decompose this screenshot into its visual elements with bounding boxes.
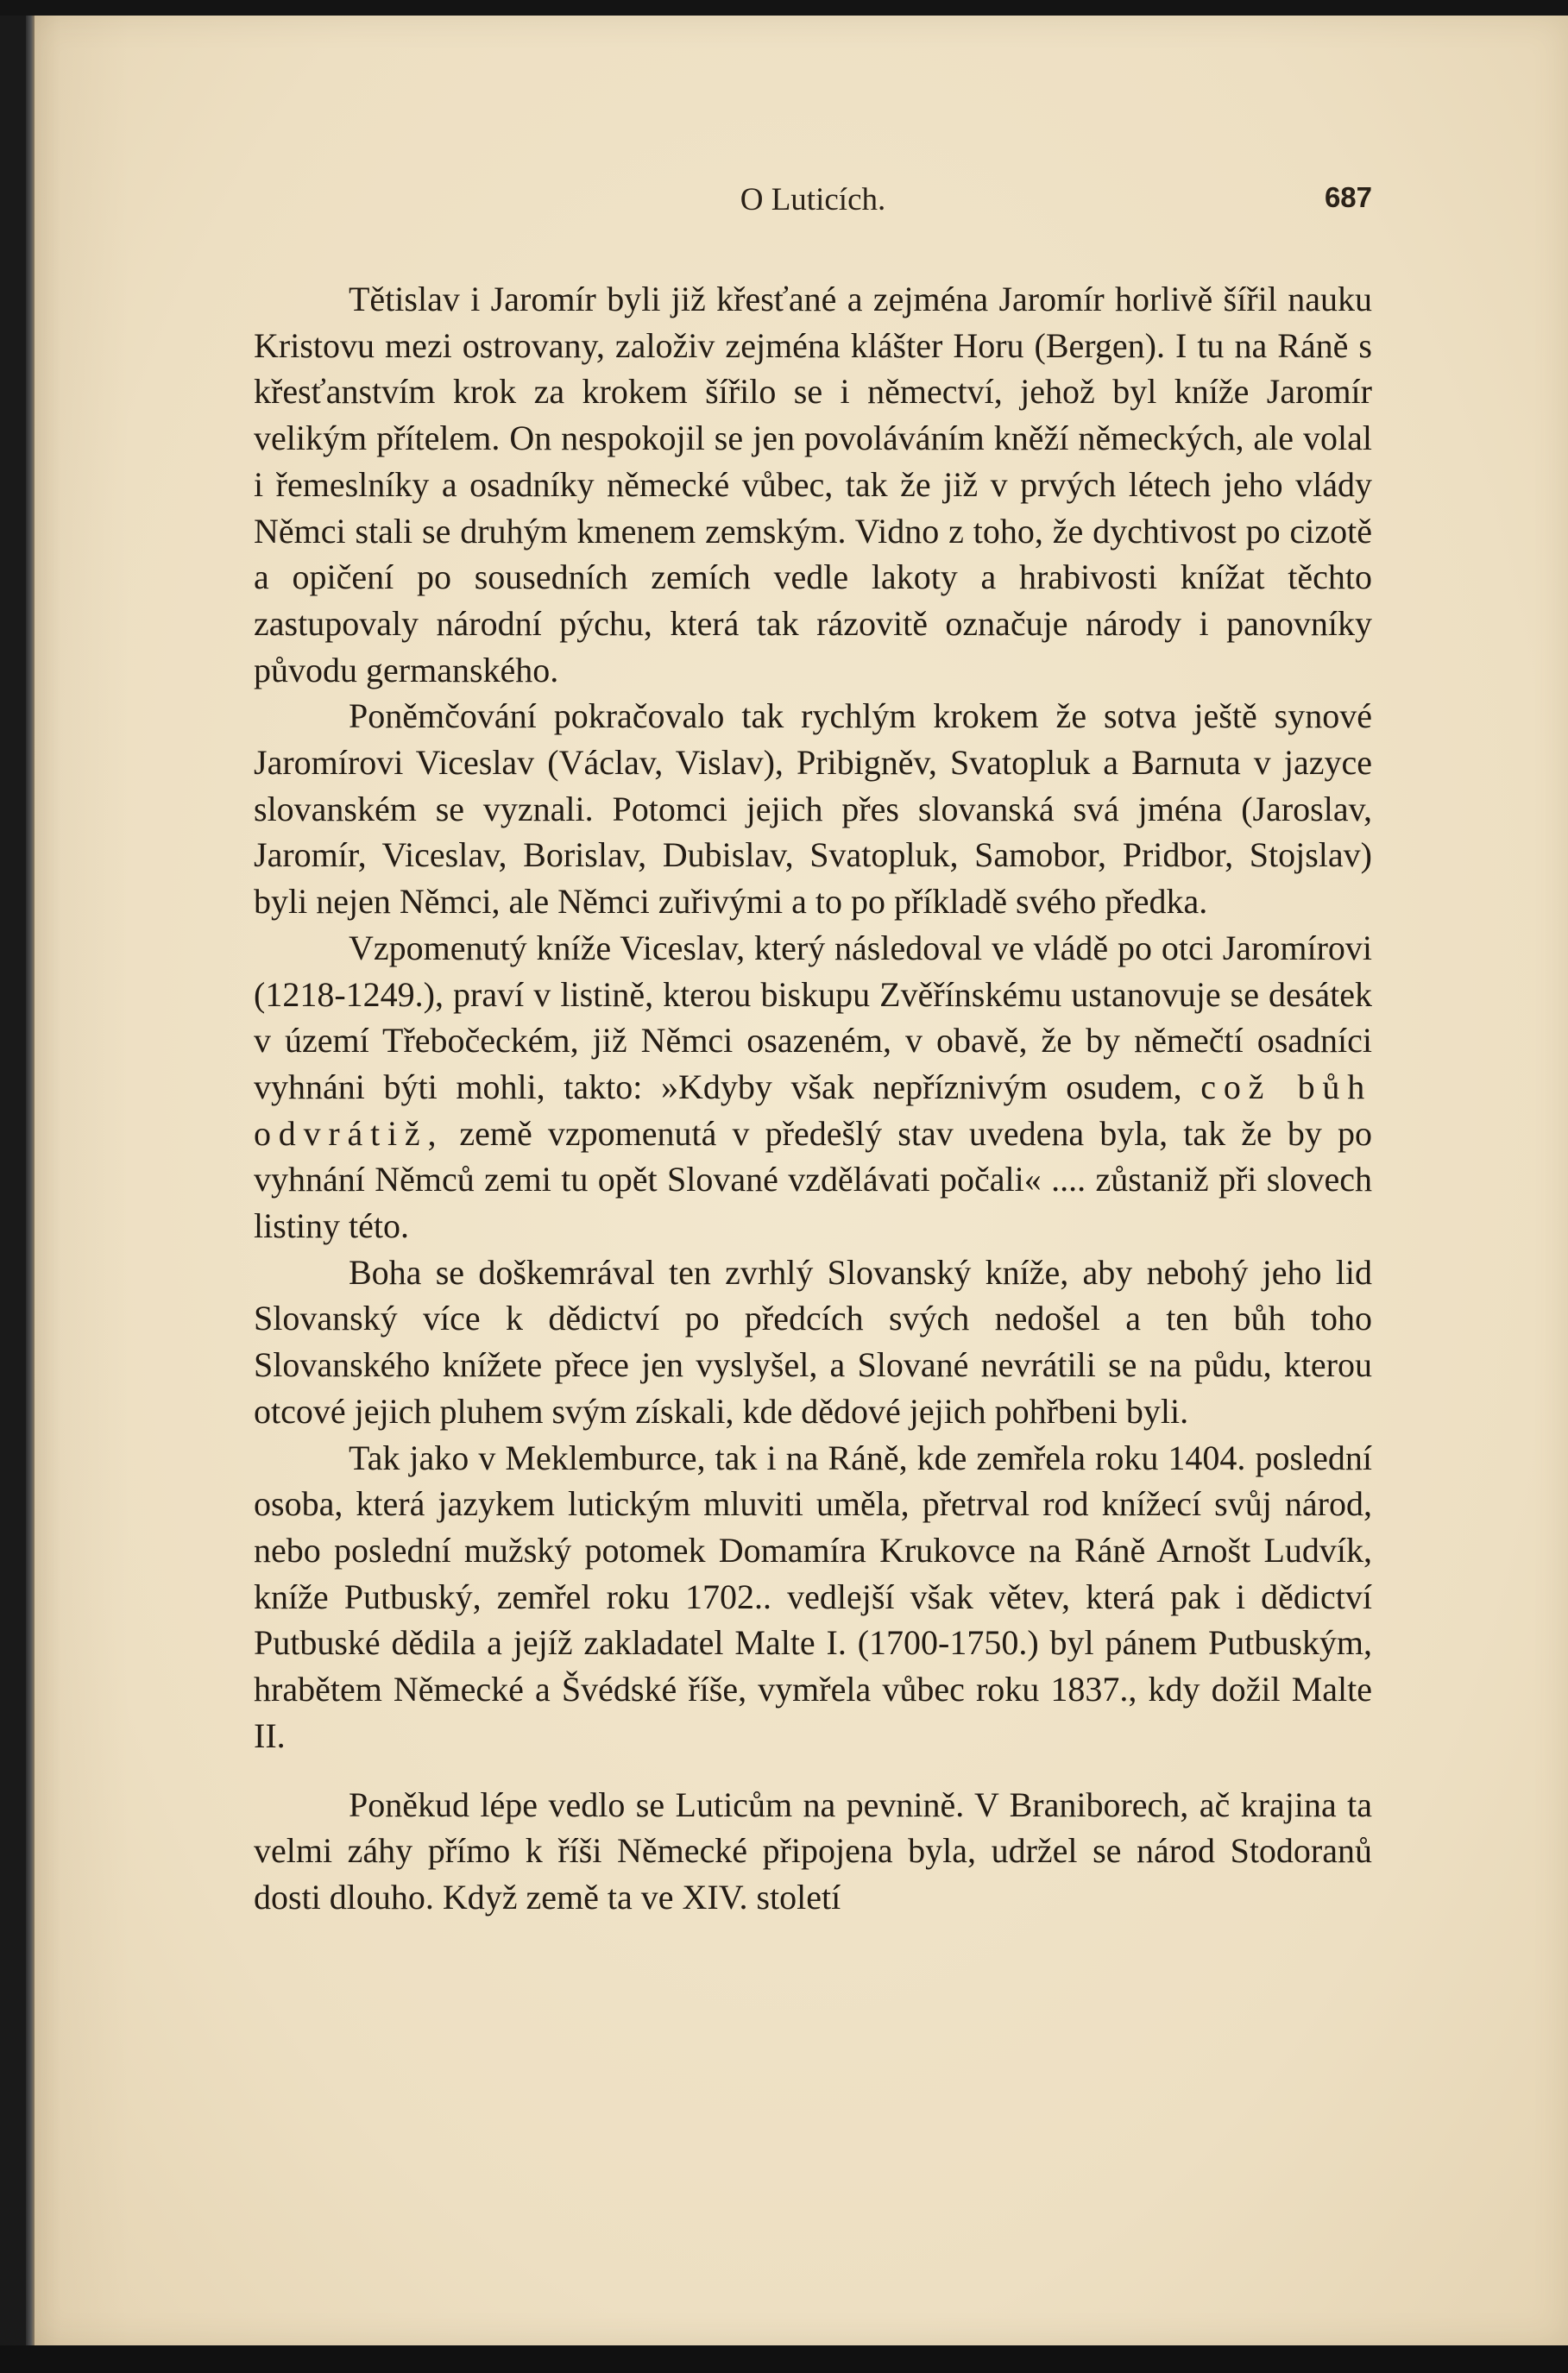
paragraph-5: Tak jako v Meklemburce, tak i na Ráně, kde zemřela roku 1404. poslední osoba, která jazykem lutickým mluviti uměla, přetrval rod knížecí svůj národ, nebo poslední mužský potomek Domamíra Krukovce na Ráně Arnošt Ludvík, kníže Putbuský, zemřel roku 1702.. vedlejší však větev, která pak i dědictví Putbuské dědila a jejíž zakladatel Malte I. (1700-1750.) byl pánem Putbuským, hrabětem Německé a Švédské říše, vymřela vůbec roku 1837., kdy dožil Malte II. [254, 1438, 1372, 1755]
paragraph-6: Poněkud lépe vedlo se Luticům na pevnině. V Braniborech, ač krajina ta velmi záhy přímo k říši Německé připojena byla, udržel se národ Stodoranů dosti dlouho. Když země ta ve XIV. století [254, 1784, 1372, 1917]
body-text [254, 276, 1372, 1921]
page-binding-shadow [26, 16, 35, 2345]
paragraph-3-text-before: Vzpomenutý kníže Viceslav, který následoval ve vládě po otci Jaromírovi (1218-1249.), praví v listině, kterou biskupu Zvěřínskému ustanovuje se desátek v území Třebočeckém, již Němci osazeném, v obavě, že by němečtí osadníci vyhnáni býti mohli, takto: »Kdyby však nepříznivým osudem, [254, 928, 1372, 1106]
paragraph-3 [254, 925, 1372, 1249]
running-title: O Luticích. [740, 182, 886, 217]
page-number: 687 [1324, 181, 1372, 213]
paragraph-1: Tětislav i Jaromír byli již křesťané a zejména Jaromír horlivě šířil nauku Kristovu mezi ostrovany, založiv zejména klášter Horu (Bergen). I tu na Ráně s křesťanstvím krok za krokem šířilo se i němectví, jehož byl kníže Jaromír velikým přítelem. On nespokojil se jen povoláváním kněží německých, ale volal i řemeslníky a osadníky německé vůbec, tak že již v prvých létech jeho vlády Němci stali se druhým kmenem zemským. Vidno z toho, že dychtivost po cizotě a opičení po sousedních zemích vedle lakoty a hrabivosti knížat těchto zastupovaly národní pýchu, která tak rázovitě označuje národy i panovníky původu germanského. [254, 280, 1372, 689]
paragraph-4: Boha se doškemrával ten zvrhlý Slovanský kníže, aby nebohý jeho lid Slovanský více k dědictví po předcích svých nedošel a ten bůh toho Slovanského knížete přece jen vyslyšel, a Slované nevrátili se na půdu, kterou otcové jejich pluhem svým získali, kde dědové jejich pohřbeni byli. [254, 1252, 1372, 1431]
paragraph-3-text-after: země vzpomenutá v předešlý stav uvedena byla, tak že by po vyhnání Němců zemi tu opět Slované vzdělávati počali« .... zůstaniž při slovech listiny této. [254, 1113, 1372, 1246]
paragraph-2: Poněmčování pokračovalo tak rychlým krokem že sotva ještě synové Jaromírovi Viceslav (Václav, Vislav), Pribigněv, Svatopluk a Barnuta v jazyce slovanském se vyznali. Potomci jejich přes slovanská svá jména (Jaroslav, Jaromír, Viceslav, Borislav, Dubislav, Svatopluk, Samobor, Pridbor, Stojslav) byli nejen Němci, ale Němci zuřivými a to po příkladě svého předka. [254, 696, 1372, 922]
scan-top-edge [0, 0, 1568, 16]
scan-bottom-edge [0, 2345, 1568, 2373]
running-header [254, 181, 1372, 224]
paragraph-3-spaced-phrase: což bůh odvrátiž, [254, 1067, 1373, 1153]
